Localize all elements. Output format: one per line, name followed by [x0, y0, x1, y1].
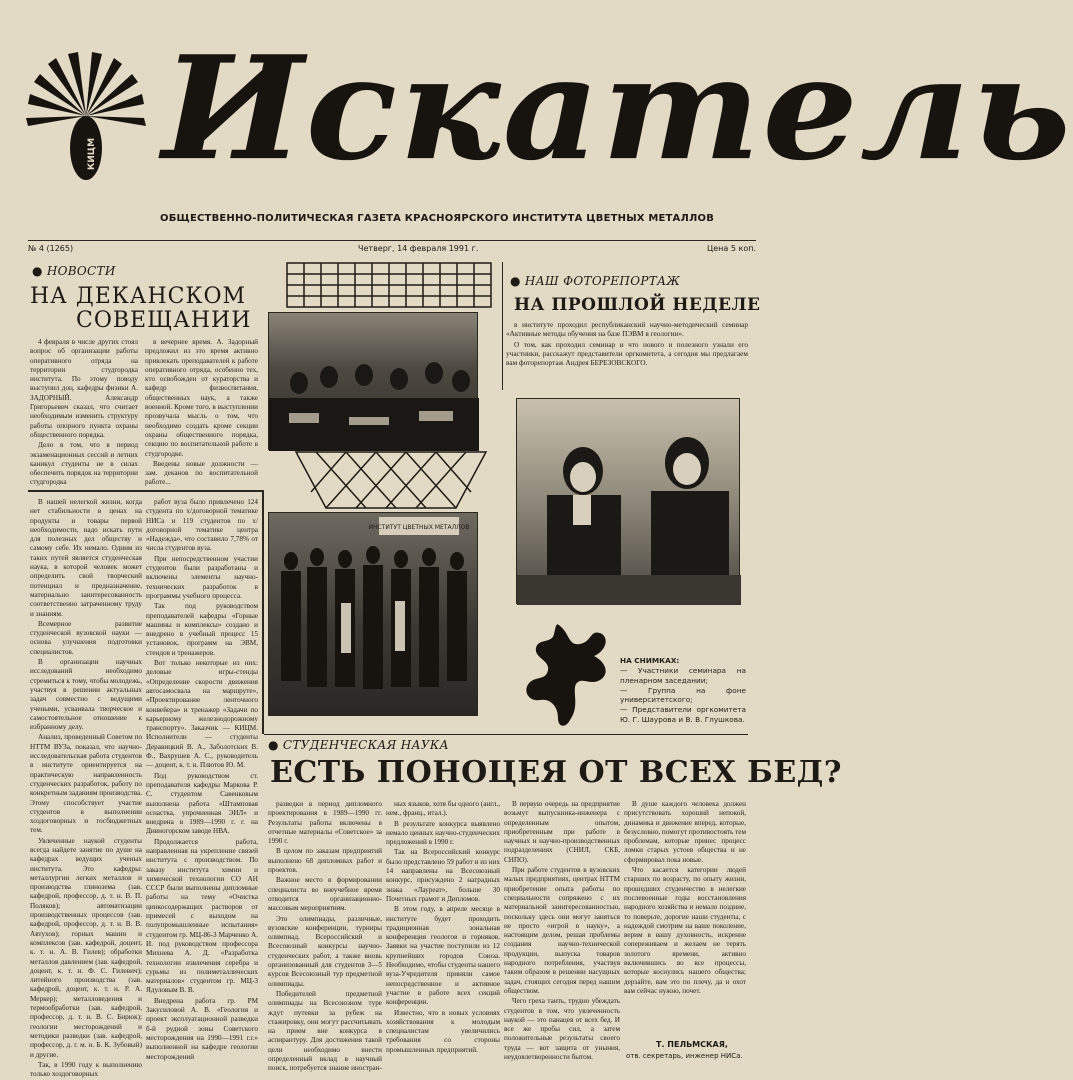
- photoreport-rubric: ● НАШ ФОТОРЕПОРТАЖ: [510, 274, 681, 288]
- student-science-column-1: [268, 800, 382, 1073]
- issue-info-bar: [28, 240, 756, 254]
- science-box-column-2: [146, 498, 258, 1064]
- paragraph: Анализ, проведенный Советом по НТТМ ВУЗа, показал, что научно-исследовательская работа студентов в институте ориентируется на практическую направленность студенческих разработок, работу по конкретным заданиям производства. Этому способствует участие студентов в выполнении хоздоговорных и госбюджетных тем.: [30, 733, 142, 835]
- paragraph: Важное место в формировании специалиста во внеучебное время отводится организационно-массовым мероприятиям.: [268, 876, 382, 913]
- news-headline-line1: НА ДЕКАНСКОМ: [30, 284, 247, 309]
- institute-emblem-icon: [22, 50, 150, 182]
- paragraph: Известно, что в новых условиях хозяйствования к молодым специалистам увеличились требования со стороны промышленных предприятий.: [386, 1008, 500, 1054]
- author-role: отв. секретарь, инженер НИСа.: [626, 1052, 743, 1060]
- photo-captions: [620, 656, 746, 726]
- paragraph: Это олимпиады, различные, вузовские конференции, турниры олимпиад. Всероссийский и Всесоюзный конкурсы научно-студенческих работ, а также вновь организованный для студентов 3—5 курсов Всесоюзный тур предметной олимпиады.: [268, 914, 382, 988]
- caption-item: — Участники семинара на пленарном заседании;: [620, 666, 746, 685]
- student-science-rubric: ● СТУДЕНЧЕСКАЯ НАУКА: [268, 738, 449, 752]
- photoreport-rubric-text: НАШ ФОТОРЕПОРТАЖ: [524, 274, 681, 288]
- paragraph: Вот только некоторые из них: деловые игры-стенды «Определение скорости движения автосамосвала на маршруте», «Проектирование ленточного конвейера» и тренажер «Задачи по карьерному железнодорожному транспорту». Заказчик — КИЦМ. Исполнители — студенты Деравицкий В. А., Заболотских В. Ф., Вахрушев А. С., руководитель — доцент, к. т. н. Плютов Ю. М.: [146, 659, 258, 770]
- emblem-letters: КИЦМ: [87, 137, 97, 171]
- paragraph: В этом году, в апреле месяце в институте будет проходить традиционная зональная конференция геологов и горняков. Заявки на участие поступили из 12 крупнейших городов Союза. Необходимо, чтобы студенты нашего вуза-Учредителя приняли самое непосредственное и активное участие в работе всех секций конференции.: [386, 905, 500, 1007]
- paragraph: В результате конкурса выявлено немало ценных научно-студенческих предложений в 1990 г.: [386, 819, 500, 847]
- caption-item: — Группа на фоне университетского;: [620, 685, 746, 705]
- decorative-diamond-grid: [296, 452, 486, 508]
- newspaper-subtitle: ОБЩЕСТВЕННО-ПОЛИТИЧЕСКАЯ ГАЗЕТА КРАСНОЯРСКОГО ИНСТИТУТА ЦВЕТНЫХ МЕТАЛЛОВ: [160, 213, 715, 224]
- box-border-right: [262, 490, 264, 734]
- paragraph: Победителей предметной олимпиады на Всесоюзном туре ждут путевки за рубеж на стажировку, они могут рассчитывать на прием вне конкурса в аспирантуру. Для достижения такой цели необходимо внести определенный вклад в научный поиск, потребуется знание иностран-: [268, 989, 382, 1073]
- author-name: Т. ПЕЛЬМСКАЯ,: [656, 1040, 728, 1049]
- issue-date: Четверг, 14 февраля 1991 г.: [358, 244, 479, 253]
- photo-group-at-institute: [268, 512, 478, 716]
- paragraph: разведки в период дипломного проектирования в 1989—1990 гг. Результаты работы включены в отчетные материалы «Советское» за 1990 г.: [268, 800, 382, 846]
- photo-banner-text: ИНСТИТУТ ЦВЕТНЫХ МЕТАЛЛОВ: [368, 524, 470, 531]
- paragraph: При работе студентов в вузовских малых предприятиях, центрах НТТМ приобретение опыта работы по специальности сопряжено с их материальной заинтересованностью, поскольку здесь они могут заняться не просто «игрой в науку», а настоящим делом, решая проблемы создания научно-технической продукции, выпуска товаров народного потребления, участвуя таким образом в решении насущных задач, стоящих сегодня перед нашим обществом.: [504, 866, 620, 995]
- paragraph: При непосредственном участии студентов были разработаны и включены элементы научно-технических разработок в программы учебного процесса.: [146, 554, 258, 600]
- paragraph: в институте проходил республиканский научно-методический семинар «Активные методы обучения на базе ПЭВМ в геологии».: [506, 320, 748, 339]
- box-border-top: [28, 490, 264, 492]
- paragraph: В первую очередь на предприятие возьмут выпускника-инженера с определенным опытом, приобретенным при работе в научных и научно-производственных подразделениях (СНИЛ, СКБ, СНПО).: [504, 800, 620, 864]
- paragraph: Так под руководством преподавателей кафедры «Горные машины и комплексы» создано и внедрено в учебный процесс 15 установок, программ на ЭВМ, стендов и тренажеров.: [146, 602, 258, 657]
- paragraph: Что касается категории людей старших по возрасту, по опыту жизни, прошедших студенчество в нелегкие послевоенные годы восстановления народного хозяйства и немало поздние, то поверьте, дорогие наши студенты, с надеждой смотрим на ваше поколение, верим в вашу духовность, искренне сопереживаем и желаем не терять золотого времени, активно включившись во все процессы, которые коснулись нашего общества; дерзайте, вам это по плечу, да и охот вам сейчас нужно, почет.: [624, 866, 746, 995]
- paragraph: Введены новые должности — зам. деканов по воспитательной работе...: [145, 459, 258, 487]
- newspaper-title: Искатель: [162, 25, 1073, 193]
- news-column-2: [145, 338, 258, 487]
- paragraph: О том, как проходил семинар и что нового и полезного узнали его участники, расскажут представители оргкомитета, а сегодня мы предлагаем вам фоторепортаж Андрея БЕРЕЗОВСКОГО.: [506, 339, 748, 368]
- student-science-headline: ЕСТЬ ПОНОЦЕЯ ОТ ВСЕХ БЕД?: [270, 755, 842, 790]
- column-divider: [502, 262, 503, 390]
- paragraph: Под руководством ст. преподавателя кафедры Маркова Р. С. студентом Савенковым выполнена работа «Штамповая оснастка, упрочненная ЭИЛ» и внедрена в 1989—1990 г. г. на Дивногорском заводе НВА.: [146, 771, 258, 836]
- ink-blot-icon: [520, 620, 612, 730]
- news-column-1: [30, 338, 138, 487]
- paragraph: ных языков, хотя бы одного (англ., нем., франц., итал.).: [386, 800, 500, 818]
- issue-number: № 4 (1265): [28, 244, 74, 253]
- paragraph: работ вуза было привлечено 124 студента по х/договорной тематике НИСа и 119 студентов по х/договорной тематике центра «Надежда», что составило 7,78% от числа студентов вуза.: [146, 498, 258, 553]
- paragraph: Так, в 1990 году к выполнению только хоздоговорных: [30, 1060, 142, 1079]
- news-rubric: ● НОВОСТИ: [32, 264, 116, 278]
- paragraph: Так на Всероссийский конкурс было представлено 59 работ и из них 14 направлены на Всесоюзный конкурс, присуждено 2 наградных знака «Лауреат», больше 30 Почетных грамот и Дипломов.: [386, 848, 500, 903]
- photo-seminar-plenary: [268, 312, 478, 450]
- paragraph: Увлеченные наукой студенты всегда найдете занятие по душе на кафедрах ведущих ученых института. Это кафедры: металлургии легких металлов и производства глинозема (зав. кафедрой, профессор, д. т. н. В. П. Поляков); автоматизации производственных процессов (зав. кафедрой, профессор, д. т. н. В. В. Автухов); горных машин и комплексов (зав. кафедрой, доцент, к. т. н. А. В. Гилев); обработки металлов давлением (зав. кафедрой, доцент, к. т. н. Ф. С. Гилевич); литейного производства (зав. кафедрой, доцент, к. т. н. Р. А. Меркер); металловедения и термообработки (зав. кафедрой, профессор, д. т. н. В. С. Бирюк); геологии месторождений и методики разведки (зав. кафедрой, профессор, д. г. м. н. Б. К. Зубовый) и другие.: [30, 836, 142, 1059]
- captions-title: НА СНИМКАХ:: [620, 656, 680, 665]
- issue-price: Цена 5 коп.: [707, 244, 756, 253]
- paragraph: В целом по заказам предприятий выполнено 68 дипломных работ и проектов.: [268, 847, 382, 875]
- decorative-grid: [286, 262, 492, 308]
- paragraph: Продолжается работа, направленная на укрепление связей института с производством. По заказу института химии и химической технологии СО АН СССР были выполнены дипломные работы на тему «Очистка цинкосодержащих растворов от примесей с выходом на полупромышленные испытания» студентом гр. МЦ-86-3 Марченко А. И. под руководством профессора Михнева А. Д. «Разработка технологии извлечения серебра и сурьмы из полиметаллических материалов» студентом гр. МЦ-3 Ядуловым В. В.: [146, 837, 258, 995]
- student-science-column-4: [624, 800, 746, 1036]
- paragraph: Внедрена работа гр. РМ Закусиловой А. В. «Геология и проект эксплуатационной разведки б-й рудной зоны Советского месторождения на 1990—1991 г.г.» выполненной на кафедре геологии месторождений: [146, 996, 258, 1061]
- caption-item: — Представители оргкомитета Ю. Г. Шаурова и В. В. Глушкова.: [620, 705, 746, 724]
- photoreport-intro: [506, 320, 748, 386]
- student-science-rubric-text: СТУДЕНЧЕСКАЯ НАУКА: [282, 738, 449, 752]
- news-headline-line2: СОВЕЩАНИИ: [76, 308, 252, 333]
- paragraph: в вечернее время. А. Задорный предложил из это время активно привлекать преподавателей к работе оперативного отряда, особенно тех, кто освобожден от кураторства и кафедр физвоспитания, общественных наук, а также военной. Кроме того, в выступлении прозвучала мысль о том, что необходимо создать кроме секции охраны общественного порядка, секцию по воспитательной работе в студгородке.: [145, 338, 258, 458]
- photoreport-headline: НА ПРОШЛОЙ НЕДЕЛЕ: [514, 295, 761, 315]
- paragraph: Чего греха таить, трудно убеждать студентов в том, что увлеченность наукой — это панацея от всех бед. И все же пробы сил, а затем положительные результаты своего труда — вот защита от уныния, неудовлетворенности бытом.: [504, 997, 620, 1062]
- photo-organizing-committee: [516, 398, 740, 604]
- section-divider: [264, 734, 748, 735]
- paragraph: Всемерное развитие студенческой вузовской науки — основа улучшения подготовки специалистов.: [30, 619, 142, 656]
- student-science-column-3: [504, 800, 620, 1070]
- paragraph: В душе каждого человека должен присутствовать хороший непокой, динамика и движение вперед, которые, безусловно, помогут противостоять тем проблемам, которые принес процесс ломки старых устоев общества и не сформировал пока новые.: [624, 800, 746, 864]
- paragraph: 4 февраля в числе других стоял вопрос об организации работы оперативного отряда на территории студгородка института. По этому поводу выступил доц. кафедры физики А. ЗАДОРНЫЙ. Александр Григорьевич сказал, что считает необходимым изменить структуру работы опорного пункта охраны общественного порядка.: [30, 338, 138, 439]
- news-rubric-text: НОВОСТИ: [46, 264, 116, 278]
- student-science-column-2: [386, 800, 500, 1070]
- science-box-column-1: [30, 498, 142, 1079]
- paragraph: Дело в том, что в период экзаменационных сессий и летних каникул студенты не в силах обеспечить порядок на территории студгородка: [30, 441, 138, 487]
- paragraph: В нашей нелегкой жизни, когда нет стабильности в ценах на продукты и товары первой необходимости, надо искать пути для полезных дел обществу и самому себе. Их немало. Одним из таких путей является студенческая наука, в которой человек может определить свой творческий потенциал и предназначение, материально заинтересованность соответственно затраченному труду и знаниям.: [30, 498, 142, 618]
- paragraph: В организации научных исследований необходимо стремиться к тому, чтобы молодежь, участвуя в решении актуальных задач совместно с ведущими учеными, усваивала творческое и самостоятельное отношение к избранному делу.: [30, 658, 142, 732]
